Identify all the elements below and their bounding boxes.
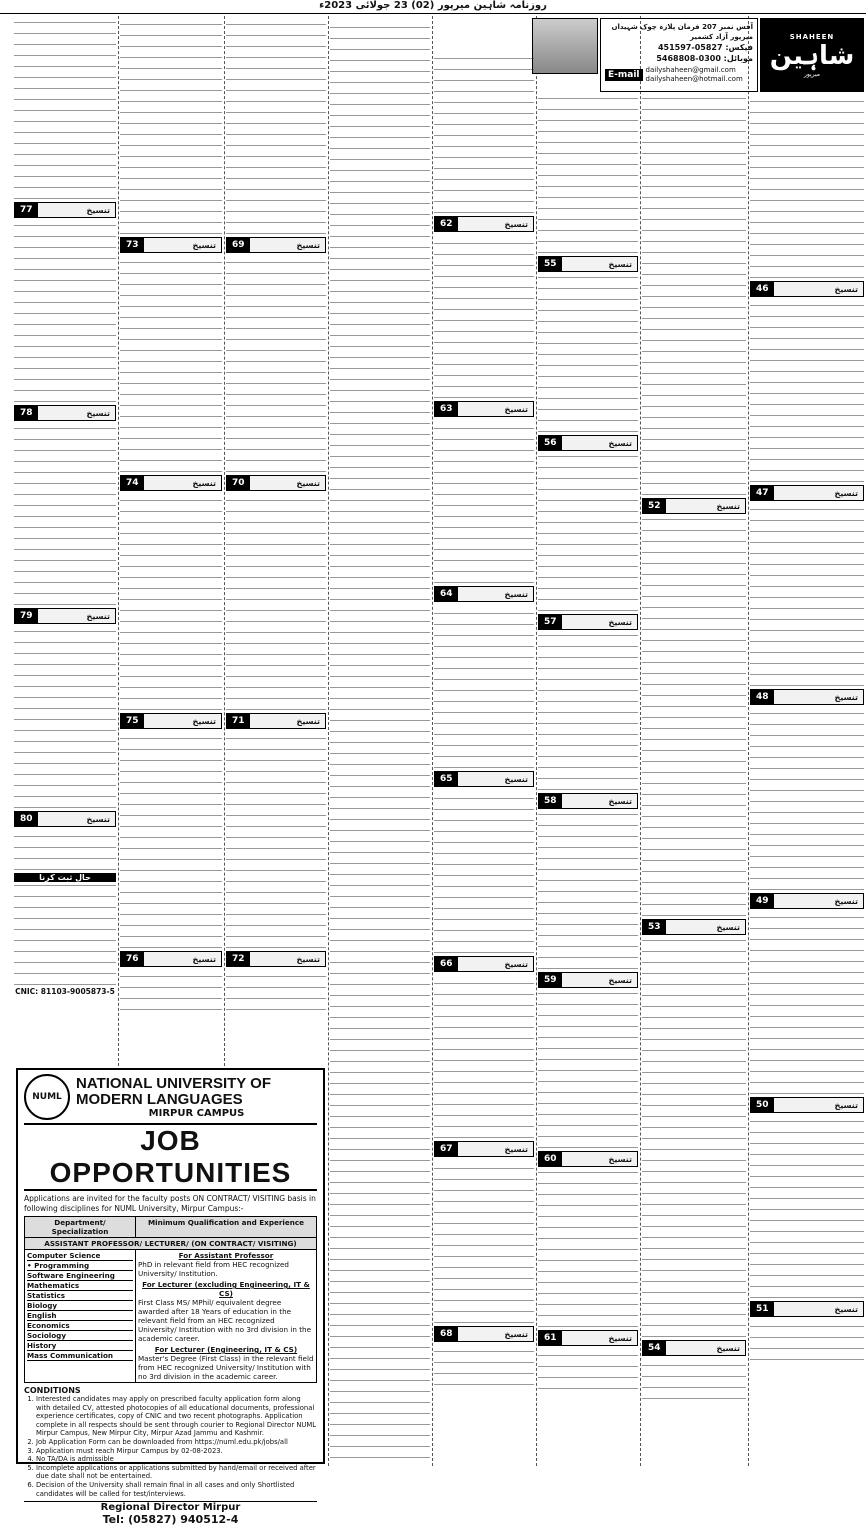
notice-text-block — [538, 812, 638, 969]
notice-text-block — [120, 494, 222, 710]
email-label: E-mail — [605, 69, 643, 81]
notice-text-block — [538, 454, 638, 611]
notice-tag — [120, 713, 222, 729]
notice-text-block — [538, 633, 638, 790]
notice-number: 59 — [539, 973, 562, 987]
notice-text-block — [14, 424, 116, 605]
notice-number: 61 — [539, 1331, 562, 1345]
university-logo: NUML — [24, 1074, 70, 1120]
notice-number: 60 — [539, 1152, 562, 1166]
lost-notice-heading: حال ثبت کرنا — [14, 873, 116, 882]
notice-tag — [226, 237, 326, 253]
q1-text: PhD in relevant field from HEC recognized University/ Institution. — [137, 1260, 289, 1278]
notice-number: 75 — [121, 714, 144, 728]
notice-text-block — [434, 605, 534, 768]
notice-text-block — [434, 790, 534, 953]
col-header-qualification: Minimum Qualification and Experience — [135, 1217, 316, 1238]
notice-number: 78 — [15, 406, 38, 420]
conditions-title: CONDITIONS — [24, 1386, 81, 1395]
department-item: History — [27, 1341, 133, 1351]
notice-text-block — [226, 256, 326, 472]
contact-box — [600, 18, 758, 92]
email-address-2[interactable]: dailyshaheen@hotmail.com — [645, 75, 743, 83]
notice-text-block — [538, 1349, 638, 1389]
notice-text-block — [434, 1345, 534, 1385]
notice-label: تنسیخ — [716, 501, 740, 511]
notice-number: 73 — [121, 238, 144, 252]
notice-label: تنسیخ — [504, 219, 528, 229]
q3-title: For Lecturer (Engineering, IT & CS) — [154, 1345, 298, 1354]
notice-text-block — [642, 517, 746, 916]
notice-tag — [538, 1330, 638, 1346]
notice-tag — [750, 1097, 864, 1113]
department-item: Mass Communication — [27, 1351, 133, 1361]
notice-tag — [434, 216, 534, 232]
column-2 — [642, 96, 746, 1466]
notice-label: تنسیخ — [608, 617, 632, 627]
department-item: Software Engineering — [27, 1271, 133, 1281]
notice-label: تنسیخ — [86, 611, 110, 621]
masthead-title: شاہین — [769, 40, 855, 71]
email-address-1[interactable]: dailyshaheen@gmail.com — [645, 66, 736, 74]
notice-label: تنسیخ — [608, 1154, 632, 1164]
ad-title: JOB OPPORTUNITIES — [24, 1123, 317, 1191]
notice-label: تنسیخ — [86, 205, 110, 215]
q2-text: First Class MS/ MPhil/ equivalent degree awarded after 18 Years of education in the relevant field from an HEC recognized University/ Institution with no 3rd division in the academic career. — [137, 1298, 312, 1343]
notice-number: 63 — [435, 402, 458, 416]
column-divider — [536, 16, 537, 1466]
notice-tag — [226, 475, 326, 491]
regional-director: Regional Director Mirpur — [24, 1501, 317, 1513]
notice-label: تنسیخ — [504, 959, 528, 969]
notice-text-block — [14, 221, 116, 402]
notice-label: تنسیخ — [608, 975, 632, 985]
column-7 — [120, 18, 222, 1066]
notice-tag — [538, 972, 638, 988]
notice-text-block — [330, 18, 430, 1458]
notice-text-block — [434, 50, 534, 213]
notice-number: 76 — [121, 952, 144, 966]
notice-text-block — [642, 96, 746, 495]
notice-number: 53 — [643, 920, 666, 934]
notice-text-block — [750, 912, 864, 1094]
column-5 — [330, 18, 430, 1466]
notice-tag — [750, 689, 864, 705]
notice-number: 55 — [539, 257, 562, 271]
condition-item: 5. Incomplete applications or applications submitted by hand/email or received after due date shall not be entertained. — [36, 1464, 317, 1481]
column-8 — [14, 18, 116, 1066]
job-advertisement — [16, 1068, 325, 1526]
notice-label: تنسیخ — [716, 1343, 740, 1353]
notice-number: 56 — [539, 436, 562, 450]
column-6 — [226, 18, 326, 1066]
column-divider — [328, 16, 329, 1466]
campus-name: MIRPUR CAMPUS — [148, 1107, 245, 1119]
notice-label: تنسیخ — [192, 716, 216, 726]
column-divider — [118, 16, 119, 1066]
notice-text-block — [434, 975, 534, 1138]
notice-number: 71 — [227, 714, 250, 728]
notice-tag — [434, 586, 534, 602]
notice-tag — [434, 1326, 534, 1342]
contact-telephone: Tel: (05827) 940512-4 — [102, 1513, 239, 1526]
notice-number: 58 — [539, 794, 562, 808]
notice-tag — [14, 202, 116, 218]
notice-text-block — [226, 18, 326, 234]
notice-text-block — [226, 732, 326, 948]
notice-text-block — [750, 1320, 864, 1360]
notice-number: 69 — [227, 238, 250, 252]
notice-number: 51 — [751, 1302, 774, 1316]
notice-text-block — [750, 96, 864, 278]
notice-number: 49 — [751, 894, 774, 908]
notice-label: تنسیخ — [192, 478, 216, 488]
notice-text-block — [120, 732, 222, 948]
notice-label: تنسیخ — [86, 814, 110, 824]
notice-label: تنسیخ — [716, 922, 740, 932]
notice-number: 77 — [15, 203, 38, 217]
notice-text-block — [750, 1116, 864, 1298]
department-item: English — [27, 1311, 133, 1321]
notice-text-block — [226, 970, 326, 1010]
notice-text-block — [14, 18, 116, 199]
notice-tag — [642, 498, 746, 514]
notice-text-block — [120, 18, 222, 234]
notice-tag — [226, 951, 326, 967]
fax-number: فیکس: 05827-451597 — [657, 43, 753, 52]
condition-item: 1. Interested candidates may apply on prescribed faculty application form along with detailed CV, attested photocopies of all educational documents, professional experience certificates, copy of CNIC and two recent photographs. Application complete in all respects should be sent through courier to Regional Director NUML Mirpur Campus, New Mirpur City, Mirpur Azad Jammu and Kashmir. — [36, 1395, 317, 1438]
column-1 — [750, 96, 864, 1466]
notice-tag — [14, 405, 116, 421]
notice-label: تنسیخ — [192, 240, 216, 250]
column-divider — [748, 16, 749, 1466]
notice-label: تنسیخ — [296, 478, 320, 488]
post-title: ASSISTANT PROFESSOR/ LECTURER/ (ON CONTRACT/ VISITING) — [25, 1238, 317, 1250]
notice-text-block — [120, 256, 222, 472]
column-divider — [640, 16, 641, 1466]
notice-number: 66 — [435, 957, 458, 971]
university-name: NATIONAL UNIVERSITY OF MODERN LANGUAGES — [76, 1074, 272, 1108]
qualification-table — [24, 1216, 317, 1383]
q1-title: For Assistant Professor — [178, 1251, 274, 1260]
department-item: Computer Science — [27, 1251, 133, 1261]
notice-tag — [14, 608, 116, 624]
masthead-subtitle: میرپور — [803, 70, 820, 78]
notice-tag — [642, 1340, 746, 1356]
notice-text-block — [120, 970, 222, 1010]
notice-text-block — [434, 420, 534, 583]
building-photo — [532, 18, 598, 74]
notice-number: 74 — [121, 476, 144, 490]
notice-label: تنسیخ — [608, 438, 632, 448]
department-list — [25, 1250, 136, 1383]
notice-number: 67 — [435, 1142, 458, 1156]
notice-label: تنسیخ — [504, 1329, 528, 1339]
notice-number: 80 — [15, 812, 38, 826]
notice-label: تنسیخ — [834, 692, 858, 702]
notice-number: 64 — [435, 587, 458, 601]
notice-text-block — [434, 1160, 534, 1323]
notice-text-block — [750, 300, 864, 482]
condition-item: 6. Decision of the University shall remain final in all cases and only Shortlisted candidates will be called for test/interviews. — [36, 1481, 317, 1498]
notice-number: 70 — [227, 476, 250, 490]
notice-number: 79 — [15, 609, 38, 623]
notice-text-block — [538, 275, 638, 432]
notice-tag — [538, 614, 638, 630]
notice-tag — [750, 893, 864, 909]
notice-text-block — [642, 1359, 746, 1399]
column-divider — [224, 16, 225, 1066]
notice-number: 47 — [751, 486, 774, 500]
notice-number: 68 — [435, 1327, 458, 1341]
notice-number: 54 — [643, 1341, 666, 1355]
masthead-brand: SHAHEEN — [789, 32, 835, 41]
notice-tag — [434, 956, 534, 972]
notice-tag — [434, 401, 534, 417]
condition-item: 4. No TA/DA is admissible — [36, 1455, 317, 1464]
notice-text-block — [14, 885, 116, 985]
notice-tag — [538, 256, 638, 272]
notice-label: تنسیخ — [608, 259, 632, 269]
notice-number: 52 — [643, 499, 666, 513]
notice-text-block — [14, 830, 116, 870]
notice-label: تنسیخ — [834, 1304, 858, 1314]
notice-tag — [226, 713, 326, 729]
notice-label: تنسیخ — [608, 1333, 632, 1343]
office-address: آفس نمبر 207 فرمان پلازہ چوک شہیداں میرپور آزاد کشمیر — [611, 23, 753, 41]
notice-text-block — [226, 494, 326, 710]
notice-label: تنسیخ — [296, 716, 320, 726]
condition-item: 2. Job Application Form can be downloaded from https://numl.edu.pk/jobs/all — [36, 1438, 317, 1447]
department-item: • Programming — [27, 1261, 133, 1271]
notice-text-block — [750, 504, 864, 686]
notice-label: تنسیخ — [504, 589, 528, 599]
col-header-dept: Department/ Specialization — [25, 1217, 136, 1238]
q3-text: Master's Degree (First Class) in the relevant field from HEC recognized University/ Institution with no 3rd division in the academic career. — [137, 1354, 314, 1381]
notice-label: تنسیخ — [296, 240, 320, 250]
notice-label: تنسیخ — [834, 284, 858, 294]
notice-text-block — [538, 1170, 638, 1327]
department-item: Mathematics — [27, 1281, 133, 1291]
dateline: روزنامہ شاہین میرپور (02) 23 جولائی 2023ء — [0, 0, 866, 14]
notice-number: 46 — [751, 282, 774, 296]
notice-number: 57 — [539, 615, 562, 629]
notice-tag — [538, 1151, 638, 1167]
notice-label: تنسیخ — [296, 954, 320, 964]
notice-label: تنسیخ — [504, 1144, 528, 1154]
notice-text-block — [14, 627, 116, 808]
notice-tag — [120, 951, 222, 967]
department-item: Sociology — [27, 1331, 133, 1341]
notice-label: تنسیخ — [608, 796, 632, 806]
cnic-number: CNIC: 81103-9005873-5 — [15, 987, 115, 996]
notice-number: 50 — [751, 1098, 774, 1112]
notice-tag — [434, 771, 534, 787]
notice-tag — [750, 485, 864, 501]
notice-tag — [538, 435, 638, 451]
notice-number: 62 — [435, 217, 458, 231]
notice-tag — [642, 919, 746, 935]
condition-item: 3. Application must reach Mirpur Campus by 02-08-2023. — [36, 1447, 317, 1456]
department-item: Biology — [27, 1301, 133, 1311]
notice-tag — [14, 811, 116, 827]
column-divider — [432, 16, 433, 1466]
notice-label: تنسیخ — [504, 774, 528, 784]
notice-number: 65 — [435, 772, 458, 786]
notice-text-block — [538, 991, 638, 1148]
notice-tag — [434, 1141, 534, 1157]
notice-label: تنسیخ — [834, 1100, 858, 1110]
conditions-list — [24, 1395, 317, 1498]
notice-text-block — [750, 708, 864, 890]
notice-number: 48 — [751, 690, 774, 704]
newspaper-masthead — [760, 18, 864, 92]
column-4 — [434, 50, 534, 1466]
notice-tag — [120, 475, 222, 491]
notice-text-block — [434, 235, 534, 398]
notice-tag — [750, 1301, 864, 1317]
department-item: Statistics — [27, 1291, 133, 1301]
notice-text-block — [642, 938, 746, 1337]
notice-label: تنسیخ — [834, 488, 858, 498]
notice-number: 72 — [227, 952, 250, 966]
mobile-number: موبائل: 0300-5468808 — [656, 54, 753, 63]
notice-tag — [538, 793, 638, 809]
department-item: Economics — [27, 1321, 133, 1331]
notice-text-block — [538, 96, 638, 253]
notice-label: تنسیخ — [504, 404, 528, 414]
notice-label: تنسیخ — [834, 896, 858, 906]
ad-intro: Applications are invited for the faculty posts ON CONTRACT/ VISITING basis in following disciplines for NUML University, Mirpur Campus:- — [24, 1194, 316, 1213]
notice-tag — [120, 237, 222, 253]
notice-label: تنسیخ — [86, 408, 110, 418]
notice-tag — [750, 281, 864, 297]
notice-label: تنسیخ — [192, 954, 216, 964]
q2-title: For Lecturer (excluding Engineering, IT & CS) — [142, 1280, 310, 1298]
column-3 — [538, 96, 638, 1466]
